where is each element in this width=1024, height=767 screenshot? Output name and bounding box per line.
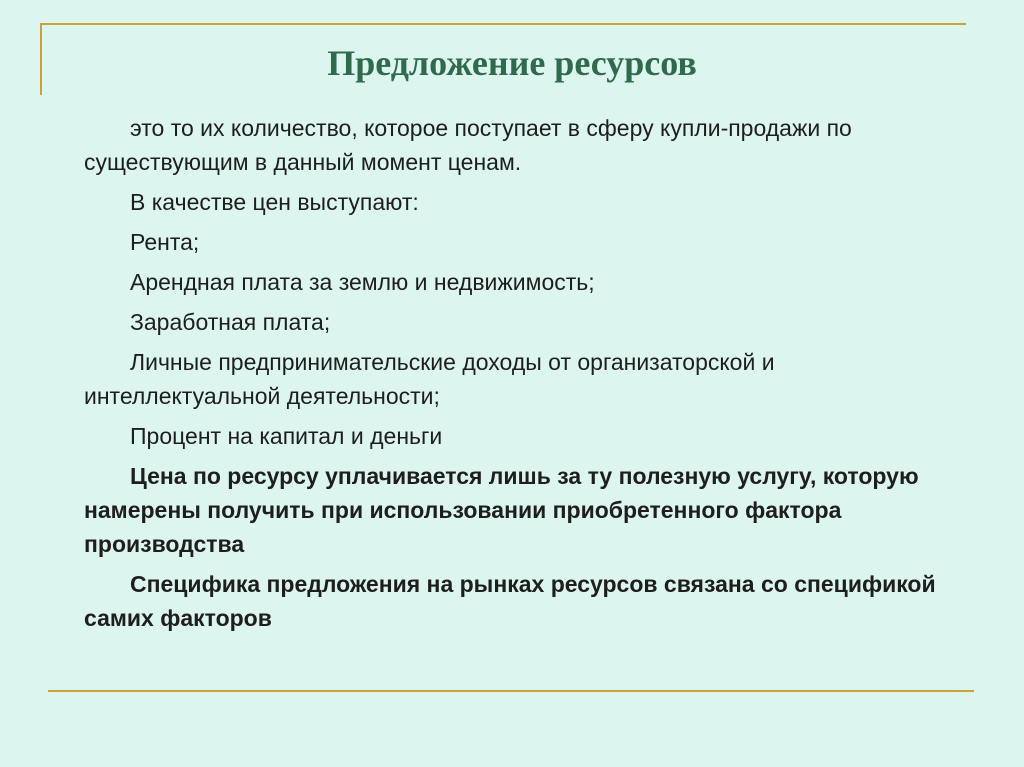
list-item-interest: Процент на капитал и деньги: [130, 423, 443, 449]
bottom-divider-line: [48, 690, 974, 692]
bold-statement-price: Цена по ресурсу уплачивается лишь за ту полезную услугу, которую намерены получить при использовании приобретенного фактора производства: [84, 463, 919, 557]
list-item-entrepreneurial-income: Личные предпринимательские доходы от организаторской и интеллектуальной деятельности;: [84, 349, 775, 409]
prices-intro-paragraph: В качестве цен выступают:: [130, 189, 419, 215]
list-item-lease: Арендная плата за землю и недвижимость;: [130, 269, 595, 295]
list-item-rent: Рента;: [130, 229, 200, 255]
list-item-wages: Заработная плата;: [130, 309, 331, 335]
bold-statement-specifics: Специфика предложения на рынках ресурсов связана со спецификой самих факторов: [84, 571, 936, 631]
definition-paragraph: это то их количество, которое поступает в сферу купли-продажи по существующим в данный момент ценам.: [84, 115, 852, 175]
slide-body: [84, 111, 964, 641]
top-divider-line: [40, 23, 966, 25]
page-title: Предложение ресурсов: [327, 43, 697, 83]
